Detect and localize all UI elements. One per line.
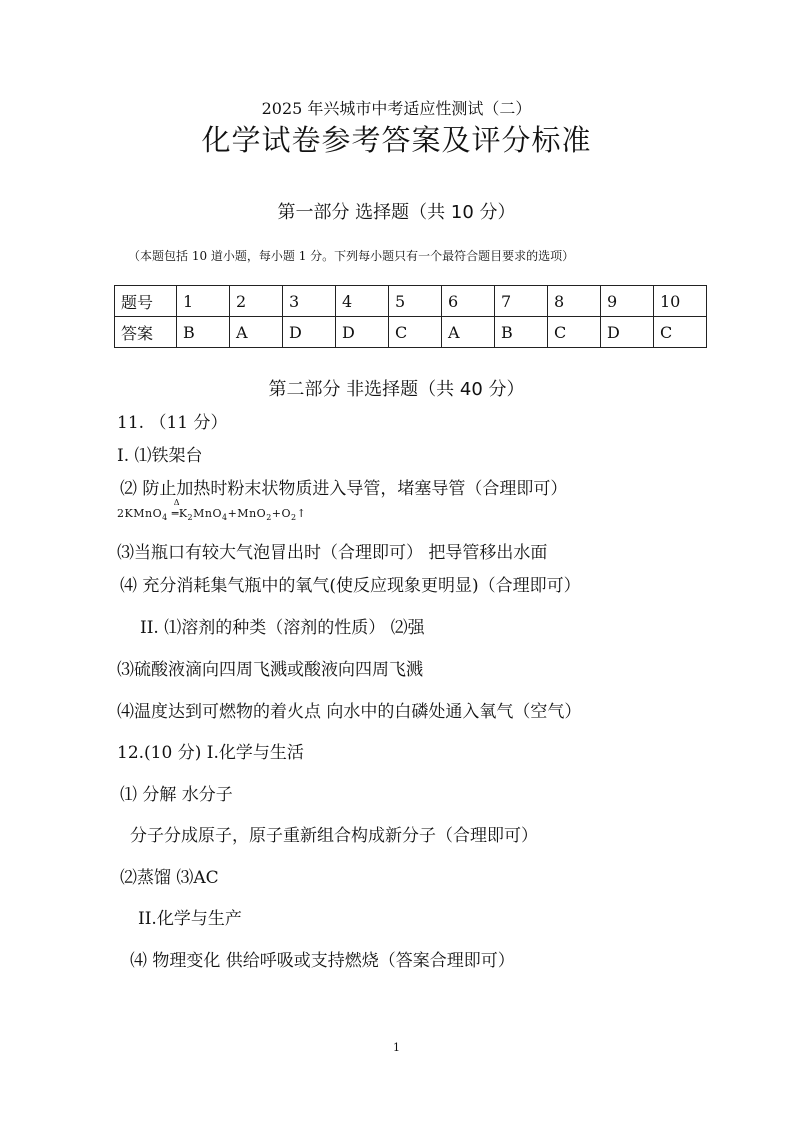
- gas-arrow-icon: ↑: [296, 507, 307, 520]
- chemical-equation: [117, 498, 307, 523]
- question-number: 5: [389, 286, 442, 317]
- part2-heading: 第二部分 非选择题（共 40 分）: [268, 379, 525, 400]
- product: MnO: [193, 507, 222, 520]
- part1-note: （本题包括 10 道小题，每小题 1 分。下列每小题只有一个最符合题目要求的选项）: [128, 249, 575, 263]
- answer-line: ⑶硫酸液滴向四周飞溅或酸液向四周飞溅: [117, 660, 423, 680]
- part1-heading: 第一部分 选择题（共 10 分）: [277, 202, 516, 223]
- answer-line: I. ⑴铁架台: [117, 446, 203, 466]
- answer-cell: D: [283, 317, 336, 348]
- subscript: 4: [222, 513, 228, 523]
- answer-cell: A: [230, 317, 283, 348]
- answer-line: ⑵ 防止加热时粉末状物质进入导管，堵塞导管（合理即可）: [120, 479, 568, 499]
- subscript: 2: [291, 513, 297, 523]
- answer-line: 11. （11 分）: [117, 413, 228, 433]
- row-label-question: 题号: [115, 286, 177, 317]
- product: +O: [271, 507, 292, 520]
- question-number: 10: [654, 286, 707, 317]
- question-number: 6: [442, 286, 495, 317]
- answer-cell: C: [654, 317, 707, 348]
- row-label-answer: 答案: [115, 317, 177, 348]
- answer-line: II.化学与生产: [138, 909, 242, 929]
- answer-cell: C: [389, 317, 442, 348]
- answer-cell: A: [442, 317, 495, 348]
- page-number: 1: [393, 1041, 400, 1054]
- question-number: 8: [548, 286, 601, 317]
- reactant: 2KMnO: [117, 507, 163, 520]
- product: +MnO: [227, 507, 267, 520]
- answer-cell: C: [548, 317, 601, 348]
- answer-line: ⑵蒸馏 ⑶AC: [120, 868, 219, 888]
- question-number: 3: [283, 286, 336, 317]
- answer-line: 分子分成原子，原子重新组合构成新分子（合理即可）: [130, 826, 538, 846]
- answer-table: [114, 285, 707, 348]
- answer-line: ⑷温度达到可燃物的着火点 向水中的白磷处通入氧气（空气）: [117, 702, 582, 722]
- answer-line: ⑶当瓶口有较大气泡冒出时（合理即可） 把导管移出水面: [117, 543, 548, 563]
- answer-line: ⑷ 物理变化 供给呼吸或支持燃烧（答案合理即可）: [130, 951, 515, 971]
- subscript: 2: [266, 513, 272, 523]
- question-number: 4: [336, 286, 389, 317]
- answer-cell: B: [495, 317, 548, 348]
- heat-condition: Δ ═: [171, 498, 180, 520]
- table-row-answers: [115, 317, 707, 348]
- answer-line: 12.(10 分) I.化学与生活: [117, 743, 304, 763]
- answer-cell: B: [177, 317, 230, 348]
- answer-cell: D: [336, 317, 389, 348]
- subscript: 2: [187, 513, 194, 523]
- answer-line: II. ⑴溶剂的种类（溶剂的性质） ⑵强: [140, 618, 425, 638]
- question-number: 9: [601, 286, 654, 317]
- table-row-questions: [115, 286, 707, 317]
- answer-cell: D: [601, 317, 654, 348]
- product: K: [178, 507, 188, 520]
- delta-symbol: Δ: [173, 498, 180, 507]
- page-title: 化学试卷参考答案及评分标准: [201, 123, 592, 157]
- exam-subtitle: 2025 年兴城市中考适应性测试（二）: [261, 99, 532, 118]
- subscript: 4: [162, 513, 168, 523]
- question-number: 1: [177, 286, 230, 317]
- question-number: 7: [495, 286, 548, 317]
- question-number: 2: [230, 286, 283, 317]
- answer-line: ⑷ 充分消耗集气瓶中的氧气(使反应现象更明显)（合理即可）: [120, 576, 581, 596]
- answer-line: ⑴ 分解 水分子: [120, 785, 233, 805]
